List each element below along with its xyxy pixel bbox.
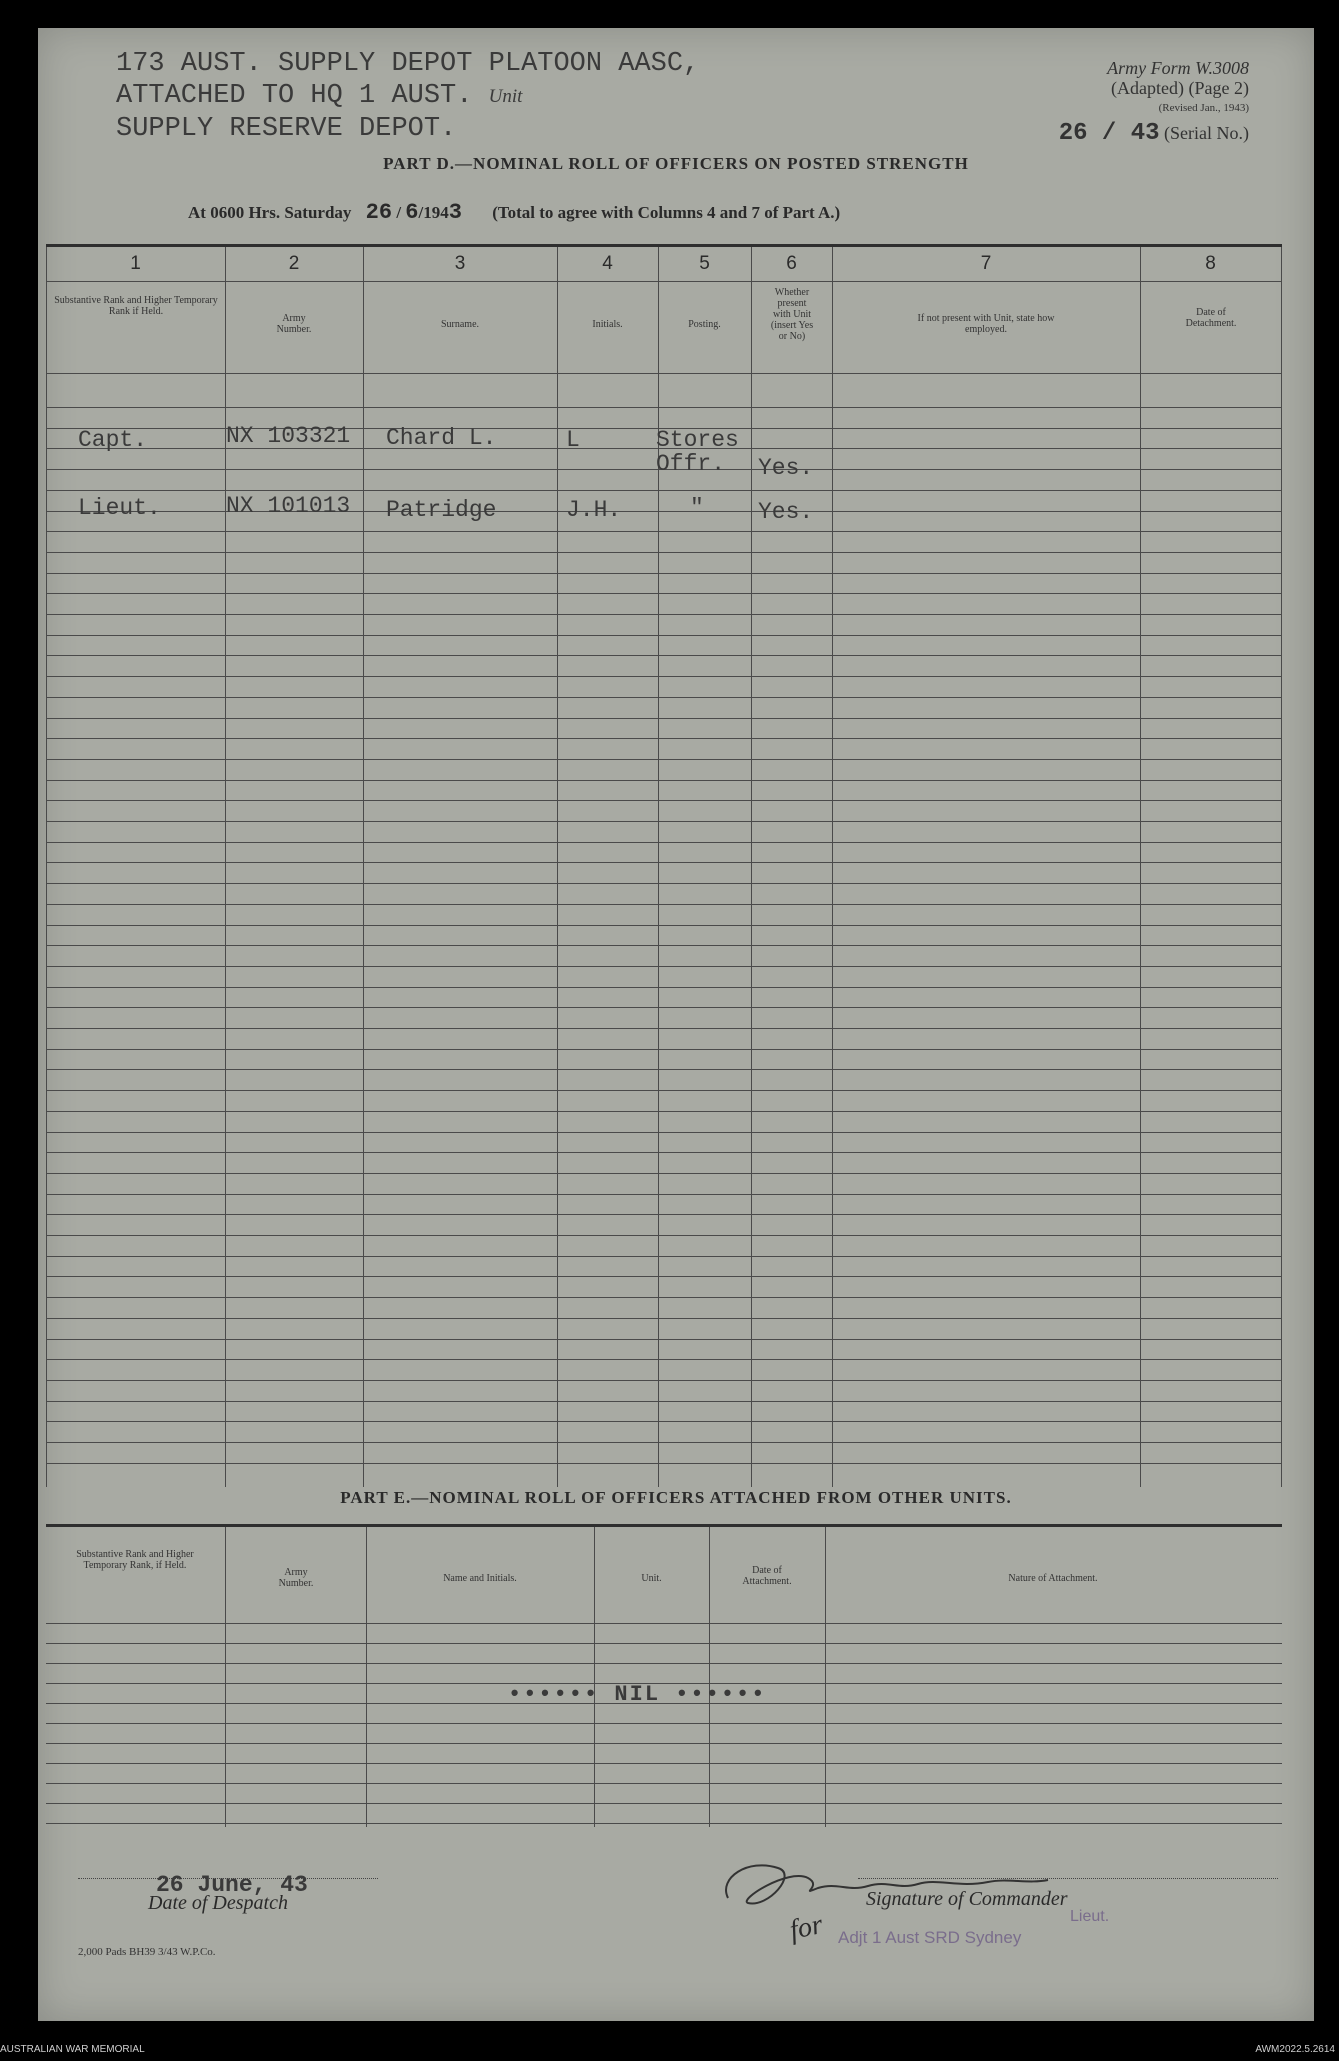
date-month: 6 xyxy=(405,200,419,225)
row1-rank: Capt. xyxy=(78,427,148,453)
ruled-line xyxy=(46,1173,1282,1174)
nil-entry: •••••• NIL •••••• xyxy=(508,1682,767,1707)
ruled-line xyxy=(46,1380,1282,1381)
ruled-line xyxy=(46,821,1282,822)
ruled-line xyxy=(46,1276,1282,1277)
part-e-table xyxy=(46,1524,1282,1827)
ruled-line xyxy=(46,1132,1282,1133)
ruled-line xyxy=(46,1256,1282,1257)
part-d-date-line: At 0600 Hrs. Saturday 26 / 6/1943 (Total to agree with Columns 4 and 7 of Part A.) xyxy=(188,200,841,225)
hdr-e-date-attachment: Date of Attachment. xyxy=(742,1565,792,1587)
date-year-prefix: 194 xyxy=(423,203,449,222)
ruled-line xyxy=(46,1401,1282,1402)
ruled-line xyxy=(46,800,1282,801)
row1-initials: L xyxy=(566,427,580,453)
ruled-line xyxy=(46,573,1282,574)
row1-surname: Chard L. xyxy=(386,425,497,451)
row2-army-number: NX 101013 xyxy=(226,493,351,519)
ruled-line xyxy=(46,1090,1282,1091)
stamp-appointment: Adjt 1 Aust SRD Sydney xyxy=(838,1928,1022,1947)
ruled-line xyxy=(46,1743,1282,1744)
unit-line-2-wrap xyxy=(116,80,699,113)
col-num-6: 6 xyxy=(786,253,797,274)
printer-imprint: 2,000 Pads BH39 3/43 W.P.Co. xyxy=(78,1946,216,1958)
part-d-table xyxy=(46,244,1282,1487)
row1-posting-line1: Stores xyxy=(656,427,739,453)
part-d-title: PART D.—NOMINAL ROLL OF OFFICERS ON POSTED STRENGTH xyxy=(383,154,969,173)
ruled-line xyxy=(46,697,1282,698)
despatch-date-value: 26 June, 43 xyxy=(156,1872,308,1898)
ruled-line xyxy=(46,614,1282,615)
col-num-3: 3 xyxy=(454,253,466,274)
serial-value: 26 / 43 xyxy=(1058,120,1160,147)
ruled-line xyxy=(46,1783,1282,1784)
row2-present: Yes. xyxy=(758,499,814,525)
ruled-line xyxy=(46,1463,1282,1464)
despatch-date-label: Date of Despatch xyxy=(148,1892,288,1914)
row2-initials: J.H. xyxy=(566,497,622,523)
part-e-title: PART E.—NOMINAL ROLL OF OFFICERS ATTACHED FROM OTHER UNITS. xyxy=(340,1488,1012,1507)
signature-label: Signature of Commander xyxy=(866,1888,1068,1910)
ruled-line xyxy=(46,407,1282,408)
ruled-line xyxy=(46,635,1282,636)
ruled-line xyxy=(46,1214,1282,1215)
ruled-line xyxy=(46,1235,1282,1236)
col-num-2: 2 xyxy=(288,253,300,274)
hdr-rank: Substantive Rank and Higher Temporary Rank if Held. xyxy=(54,295,218,317)
at-prefix: At 0600 Hrs. Saturday xyxy=(188,203,352,222)
row1-posting-line2: Offr. xyxy=(656,451,726,477)
form-sheet xyxy=(38,28,1314,2021)
ruled-line xyxy=(46,1007,1282,1008)
hdr-surname: Surname. xyxy=(440,319,480,330)
col-num-7: 7 xyxy=(980,253,992,274)
hdr-e-name: Name and Initials. xyxy=(443,1573,517,1584)
row2-surname: Patridge xyxy=(386,497,497,523)
ruled-line xyxy=(46,593,1282,594)
ruled-line xyxy=(46,759,1282,760)
archive-credit: AUSTRALIAN WAR MEMORIAL xyxy=(0,2044,145,2055)
ruled-line xyxy=(46,1152,1282,1153)
unit-line-3: SUPPLY RESERVE DEPOT. xyxy=(116,114,457,144)
ruled-line xyxy=(46,945,1282,946)
unit-line-2: ATTACHED TO HQ 1 AUST. xyxy=(116,81,473,111)
date-day: 26 xyxy=(365,200,393,225)
hdr-posting: Posting. xyxy=(688,319,721,330)
hdr-e-unit: Unit. xyxy=(641,1573,662,1584)
row1-present: Yes. xyxy=(758,455,814,481)
ruled-line xyxy=(46,1049,1282,1050)
col-num-8: 8 xyxy=(1205,253,1216,274)
serial-label: (Serial No.) xyxy=(1164,123,1249,143)
ruled-line xyxy=(46,1069,1282,1070)
form-revised: (Revised Jan., 1943) xyxy=(1158,102,1249,114)
ruled-line xyxy=(46,1442,1282,1443)
ruled-line xyxy=(46,531,1282,532)
serial-number xyxy=(1059,120,1249,147)
ruled-line xyxy=(46,842,1282,843)
ruled-line xyxy=(46,1297,1282,1298)
army-form-reference xyxy=(1107,58,1249,118)
ruled-line xyxy=(46,738,1282,739)
unit-label: Unit xyxy=(488,86,523,107)
unit-line-1: 173 AUST. SUPPLY DEPOT PLATOON AASC, xyxy=(116,49,700,79)
hdr-how-employed: If not present with Unit, state how employed. xyxy=(917,313,1055,335)
form-name: Army Form W.3008 xyxy=(1107,58,1249,78)
ruled-line xyxy=(46,718,1282,719)
archive-reference: AWM2022.5.2614 xyxy=(1255,2044,1335,2055)
ruled-line xyxy=(46,655,1282,656)
hdr-date-detachment: Date of Detachment. xyxy=(1185,307,1237,329)
ruled-line xyxy=(46,490,1282,491)
row2-rank: Lieut. xyxy=(78,495,161,521)
ruled-line xyxy=(46,1803,1282,1804)
ruled-line xyxy=(46,1028,1282,1029)
ruled-line xyxy=(46,1623,1282,1624)
row2-posting: " xyxy=(690,495,704,521)
ruled-line xyxy=(46,1763,1282,1764)
hdr-present: Whether present with Unit (insert Yes or No) xyxy=(770,287,814,342)
ruled-line xyxy=(46,1823,1282,1824)
ruled-line xyxy=(46,780,1282,781)
col-num-5: 5 xyxy=(699,253,710,274)
ruled-line xyxy=(46,1663,1282,1664)
ruled-line xyxy=(46,676,1282,677)
stamp-rank: Lieut. xyxy=(1070,1908,1110,1925)
date-year-suffix: 3 xyxy=(448,200,462,225)
hdr-e-army-number: Army Number. xyxy=(278,1567,314,1589)
hdr-e-nature: Nature of Attachment. xyxy=(1008,1573,1098,1584)
ruled-line xyxy=(46,552,1282,553)
hdr-e-rank: Substantive Rank and Higher Temporary Rank, if Held. xyxy=(76,1549,194,1571)
ruled-line xyxy=(46,1723,1282,1724)
ruled-line xyxy=(46,1318,1282,1319)
for-annotation: for xyxy=(787,1908,826,1947)
ruled-line xyxy=(46,1359,1282,1360)
col-num-1: 1 xyxy=(130,253,141,274)
ruled-line xyxy=(46,1339,1282,1340)
ruled-line xyxy=(46,1421,1282,1422)
ruled-line xyxy=(46,1643,1282,1644)
hdr-army-number: Army Number. xyxy=(276,313,312,335)
form-adapted: (Adapted) (Page 2) xyxy=(1111,78,1249,98)
ruled-line xyxy=(46,925,1282,926)
col-num-4: 4 xyxy=(602,253,613,274)
total-note: (Total to agree with Columns 4 and 7 of Part A.) xyxy=(492,203,841,222)
hdr-initials: Initials. xyxy=(592,319,623,330)
unit-designation xyxy=(116,48,699,145)
row1-army-number: NX 103321 xyxy=(226,423,351,449)
ruled-line xyxy=(46,904,1282,905)
ruled-line xyxy=(46,987,1282,988)
ruled-line xyxy=(46,1111,1282,1112)
ruled-line xyxy=(46,862,1282,863)
ruled-line xyxy=(46,883,1282,884)
ruled-line xyxy=(46,966,1282,967)
ruled-line xyxy=(46,1194,1282,1195)
